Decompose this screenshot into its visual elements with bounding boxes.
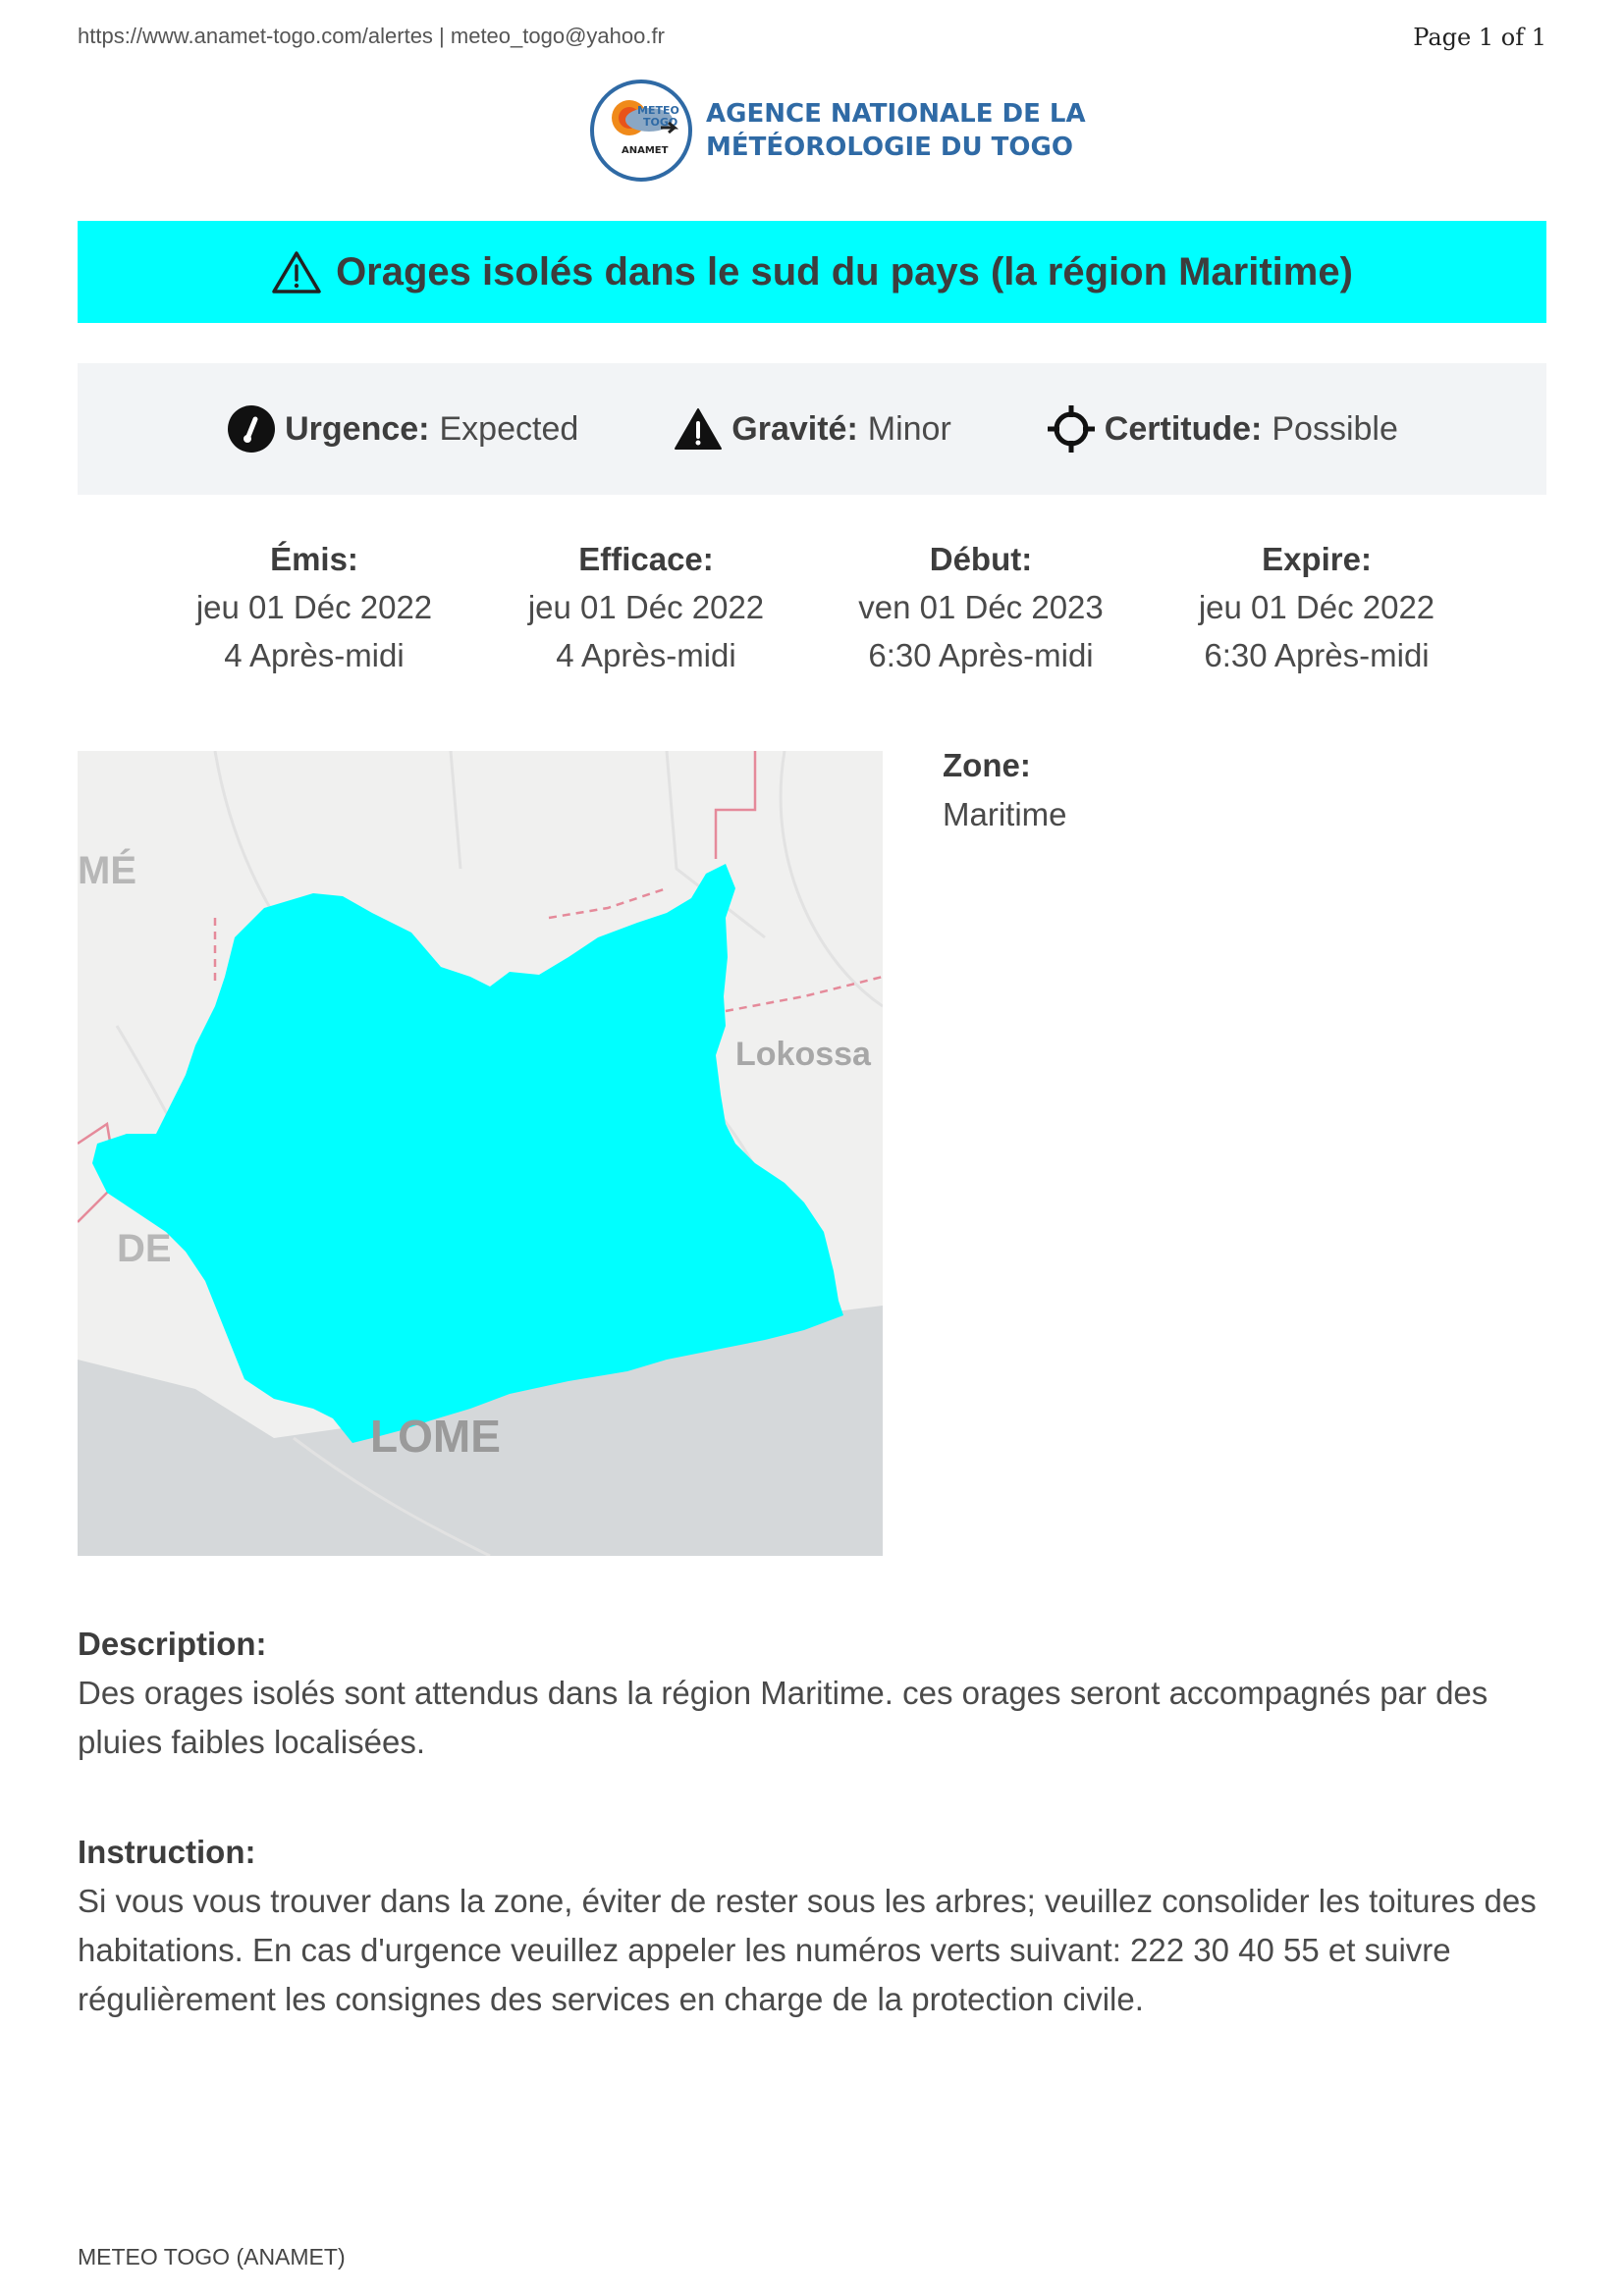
onset-label: Début: [929, 541, 1033, 577]
onset-date [814, 535, 1148, 679]
alert-title: Orages isolés dans le sud du pays (la région Maritime) [336, 249, 1353, 294]
emblem-text-anamet: ANAMET [622, 145, 669, 156]
header-url-email: https://www.anamet-togo.com/alertes | meteo_togo@yahoo.fr [78, 24, 665, 48]
instruction-text: Si vous vous trouver dans la zone, éviter de rester sous les arbres; veuillez consolider les toitures des habitations. En cas d'urgence veuillez appeler les numéros verts suivant: 222 30 40 55 et suivre régulièrement les consignes des services en charge de la protection civile. [78, 1883, 1537, 2017]
emblem-text-meteo: METEO [637, 104, 679, 117]
issued-date [147, 535, 481, 679]
issued-label: Émis: [270, 541, 358, 577]
severity-value: Minor [867, 409, 951, 448]
map-label-left: DE [117, 1227, 172, 1270]
effective-label: Efficace: [578, 541, 714, 577]
footer-text: METEO TOGO (ANAMET) [78, 2244, 346, 2269]
expires-date [1150, 535, 1484, 679]
expires-label: Expire: [1262, 541, 1372, 577]
map-label-lome: LOME [370, 1411, 501, 1462]
zone-label: Zone: [943, 747, 1031, 783]
zone-info [943, 741, 1067, 839]
map-label-top-left: MÉ [78, 849, 136, 892]
urgency-item [226, 403, 578, 454]
emblem-text-togo: TOGO [643, 116, 678, 129]
description-section [78, 1620, 1550, 1767]
description-text: Des orages isolés sont attendus dans la région Maritime. ces orages seront accompagnés par des pluies faibles localisées. [78, 1675, 1489, 1760]
expires-day: jeu 01 Déc 2022 [1198, 589, 1435, 625]
effective-day: jeu 01 Déc 2022 [527, 589, 765, 625]
severity-label: Gravité: [731, 409, 858, 448]
certainty-value: Possible [1272, 409, 1398, 448]
urgency-label: Urgence: [285, 409, 430, 448]
issued-day: jeu 01 Déc 2022 [195, 589, 433, 625]
zone-value: Maritime [943, 796, 1067, 832]
agency-logo [584, 77, 1086, 185]
onset-time: 6:30 Après-midi [868, 637, 1094, 673]
issued-time: 4 Après-midi [224, 637, 405, 673]
urgency-value: Expected [439, 409, 579, 448]
logo-line-1: AGENCE NATIONALE DE LA [706, 99, 1086, 129]
expires-time: 6:30 Après-midi [1204, 637, 1430, 673]
instruction-section [78, 1828, 1550, 2024]
map-label-lokossa: Lokossa [735, 1036, 871, 1073]
effective-date [479, 535, 813, 679]
logo-line-2: MÉTÉOROLOGIE DU TOGO [706, 133, 1073, 162]
page-number: Page 1 of 1 [1413, 24, 1546, 51]
instruction-label: Instruction: [78, 1834, 256, 1870]
zone-map [78, 751, 883, 1556]
onset-day: ven 01 Déc 2023 [858, 589, 1104, 625]
warning-outline-icon [271, 249, 322, 294]
alert-meta-panel [78, 363, 1546, 495]
effective-time: 4 Après-midi [556, 637, 736, 673]
crosshair-icon [1046, 403, 1097, 454]
zone-map-svg [78, 751, 883, 1556]
certainty-label: Certitude: [1104, 409, 1263, 448]
certainty-item [1046, 403, 1398, 454]
warning-triangle-icon [673, 403, 724, 454]
urgency-gauge-icon [226, 403, 277, 454]
alert-title-bar [78, 221, 1546, 323]
meteo-togo-emblem-icon [584, 77, 698, 185]
description-label: Description: [78, 1626, 267, 1662]
severity-item [673, 403, 951, 454]
